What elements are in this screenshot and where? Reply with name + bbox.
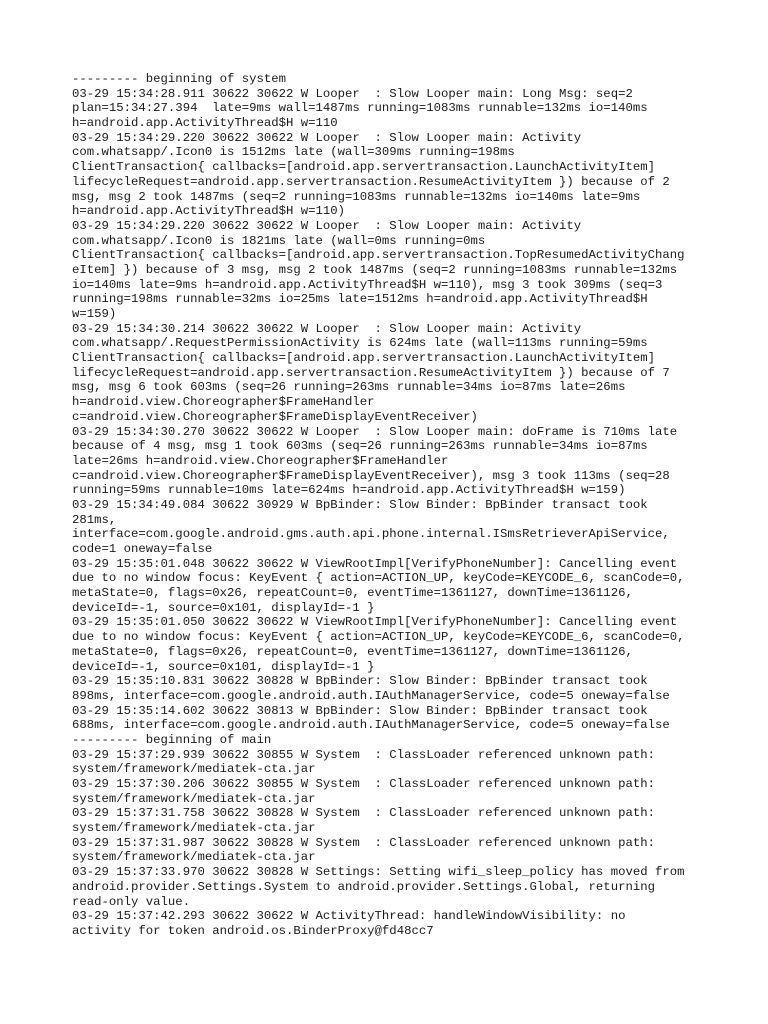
log-line: io=140ms late=9ms h=android.app.ActivityThread$H w=110), msg 3 took 309ms (seq=3 (72, 277, 663, 292)
log-line: 03-29 15:35:14.602 30622 30813 W BpBinder: Slow Binder: BpBinder transact took (72, 703, 648, 718)
log-line: ClientTransaction{ callbacks=[android.app.servertransaction.TopResumedActivityChang (72, 248, 685, 263)
log-line: 03-29 15:34:49.084 30622 30929 W BpBinder: Slow Binder: BpBinder transact took (72, 497, 648, 512)
log-line: 281ms, (72, 512, 117, 527)
log-line: ClientTransaction{ callbacks=[android.app.servertransaction.LaunchActivityItem] (72, 351, 655, 366)
log-line: running=59ms runnable=10ms late=624ms h=android.app.ActivityThread$H w=159) (72, 483, 626, 498)
log-line: lifecycleRequest=android.app.servertransaction.ResumeActivityItem }) because of 2 (72, 174, 670, 189)
log-line: interface=com.google.android.gms.auth.api.phone.internal.ISmsRetrieverApiService, (72, 527, 670, 542)
log-line: system/framework/mediatek-cta.jar (72, 791, 316, 806)
log-line: 03-29 15:34:28.911 30622 30622 W Looper : Slow Looper main: Long Msg: seq=2 (72, 86, 633, 101)
log-line: 688ms, interface=com.google.android.auth.IAuthManagerService, code=5 oneway=false (72, 718, 670, 733)
log-line: system/framework/mediatek-cta.jar (72, 762, 316, 777)
log-line: metaState=0, flags=0x26, repeatCount=0, eventTime=1361127, downTime=1361126, (72, 586, 633, 601)
log-line: 03-29 15:37:31.987 30622 30828 W System : ClassLoader referenced unknown path: (72, 835, 655, 850)
log-line: running=198ms runnable=32ms io=25ms late=1512ms h=android.app.ActivityThread$H (72, 292, 648, 307)
log-line: h=android.view.Choreographer$FrameHandler (72, 395, 375, 410)
log-line: deviceId=-1, source=0x101, displayId=-1 } (72, 600, 375, 615)
log-line: msg, msg 6 took 603ms (seq=26 running=263ms runnable=34ms io=87ms late=26ms (72, 380, 626, 395)
log-line: 03-29 15:37:33.970 30622 30828 W Settings: Setting wifi_sleep_policy has moved from (72, 865, 685, 880)
log-line: 03-29 15:34:30.214 30622 30622 W Looper : Slow Looper main: Activity (72, 321, 582, 336)
log-line: com.whatsapp/.Icon0 is 1512ms late (wall=309ms running=198ms (72, 145, 515, 160)
log-line: com.whatsapp/.Icon0 is 1821ms late (wall=0ms running=0ms (72, 233, 486, 248)
log-line: com.whatsapp/.RequestPermissionActivity is 624ms late (wall=113ms running=59ms (72, 336, 648, 351)
log-line: --------- beginning of main (72, 732, 272, 747)
log-line: h=android.app.ActivityThread$H w=110 (72, 116, 338, 131)
log-line: h=android.app.ActivityThread$H w=110) (72, 204, 346, 219)
log-line: 898ms, interface=com.google.android.auth.IAuthManagerService, code=5 oneway=false (72, 688, 670, 703)
log-line: c=android.view.Choreographer$FrameDisplayEventReceiver) (72, 409, 478, 424)
log-line: 03-29 15:34:30.270 30622 30622 W Looper : Slow Looper main: doFrame is 710ms late (72, 424, 678, 439)
log-line: c=android.view.Choreographer$FrameDisplayEventReceiver), msg 3 took 113ms (seq=28 (72, 468, 670, 483)
log-line: plan=15:34:27.394 late=9ms wall=1487ms running=1083ms runnable=132ms io=140ms (72, 101, 648, 116)
log-line: 03-29 15:37:31.758 30622 30828 W System : ClassLoader referenced unknown path: (72, 806, 655, 821)
log-line: metaState=0, flags=0x26, repeatCount=0, eventTime=1361127, downTime=1361126, (72, 644, 633, 659)
log-line: system/framework/mediatek-cta.jar (72, 821, 316, 836)
log-line: 03-29 15:34:29.220 30622 30622 W Looper : Slow Looper main: Activity (72, 130, 582, 145)
log-line: lifecycleRequest=android.app.servertransaction.ResumeActivityItem }) because of 7 (72, 365, 670, 380)
log-line: w=159) (72, 307, 117, 321)
log-line: 03-29 15:37:42.293 30622 30622 W ActivityThread: handleWindowVisibility: no (72, 909, 626, 924)
log-line: 03-29 15:34:29.220 30622 30622 W Looper : Slow Looper main: Activity (72, 218, 582, 233)
log-line: code=1 oneway=false (72, 542, 213, 556)
log-line: system/framework/mediatek-cta.jar (72, 850, 316, 865)
log-line: 03-29 15:37:29.939 30622 30855 W System : ClassLoader referenced unknown path: (72, 747, 655, 762)
log-line: due to no window focus: KeyEvent { action=ACTION_UP, keyCode=KEYCODE_6, scanCode=0, (72, 571, 685, 586)
log-line: 03-29 15:35:10.831 30622 30828 W BpBinder: Slow Binder: BpBinder transact took (72, 674, 648, 689)
log-line: 03-29 15:35:01.050 30622 30622 W ViewRootImpl[VerifyPhoneNumber]: Cancelling event (72, 615, 678, 630)
log-line: --------- beginning of system (72, 72, 287, 86)
log-line: 03-29 15:37:30.206 30622 30855 W System : ClassLoader referenced unknown path: (72, 777, 655, 791)
log-line: read-only value. (72, 894, 191, 909)
log-line: android.provider.Settings.System to android.provider.Settings.Global, returning (72, 879, 655, 894)
log-document (72, 72, 712, 939)
log-line: because of 4 msg, msg 1 took 603ms (seq=26 running=263ms runnable=34ms io=87ms (72, 439, 648, 454)
log-line: msg, msg 2 took 1487ms (seq=2 running=1083ms runnable=132ms io=140ms late=9ms (72, 189, 641, 204)
log-line: late=26ms h=android.view.Choreographer$FrameHandler (72, 453, 449, 468)
log-line: eItem] }) because of 3 msg, msg 2 took 1487ms (seq=2 running=1083ms runnable=132ms (72, 262, 678, 277)
log-line: ClientTransaction{ callbacks=[android.app.servertransaction.LaunchActivityItem] (72, 160, 655, 175)
log-line: 03-29 15:35:01.048 30622 30622 W ViewRootImpl[VerifyPhoneNumber]: Cancelling event (72, 556, 678, 571)
log-line: activity for token android.os.BinderProxy@fd48cc7 (72, 923, 434, 938)
log-line: due to no window focus: KeyEvent { action=ACTION_UP, keyCode=KEYCODE_6, scanCode=0, (72, 630, 685, 645)
log-line: deviceId=-1, source=0x101, displayId=-1 } (72, 659, 375, 674)
